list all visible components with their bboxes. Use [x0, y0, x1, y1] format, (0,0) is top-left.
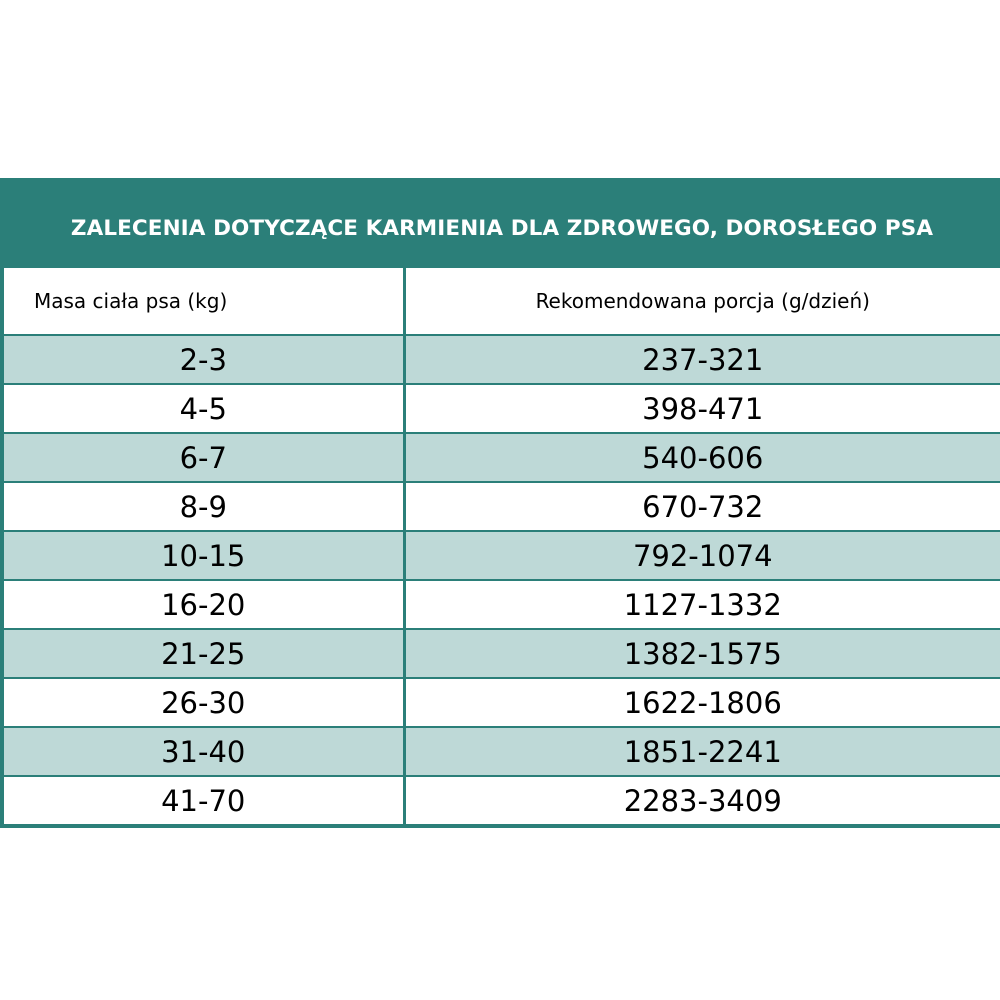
weight-cell: 8-9: [2, 482, 404, 531]
portion-cell: 792-1074: [404, 531, 1000, 580]
table-row: [2, 727, 1000, 776]
portion-cell: 2283-3409: [404, 776, 1000, 826]
portion-cell: 398-471: [404, 384, 1000, 433]
weight-cell: 10-15: [2, 531, 404, 580]
table-row: [2, 433, 1000, 482]
table-row: [2, 580, 1000, 629]
weight-cell: 26-30: [2, 678, 404, 727]
table-row: [2, 384, 1000, 433]
weight-cell: 31-40: [2, 727, 404, 776]
portion-cell: 1127-1332: [404, 580, 1000, 629]
weight-cell: 6-7: [2, 433, 404, 482]
weight-cell: 2-3: [2, 335, 404, 384]
column-header-weight: Masa ciała psa (kg): [2, 268, 404, 335]
portion-cell: 670-732: [404, 482, 1000, 531]
table-row: [2, 482, 1000, 531]
table-row: [2, 335, 1000, 384]
portion-cell: 540-606: [404, 433, 1000, 482]
table-row: [2, 531, 1000, 580]
feeding-table: [0, 178, 1000, 828]
table-row: [2, 629, 1000, 678]
portion-cell: 237-321: [404, 335, 1000, 384]
weight-cell: 16-20: [2, 580, 404, 629]
table-row: [2, 678, 1000, 727]
portion-cell: 1851-2241: [404, 727, 1000, 776]
header-row: [2, 268, 1000, 335]
column-header-portion: Rekomendowana porcja (g/dzień): [404, 268, 1000, 335]
portion-cell: 1382-1575: [404, 629, 1000, 678]
table-title: ZALECENIA DOTYCZĄCE KARMIENIA DLA ZDROWEGO, DOROSŁEGO PSA: [2, 180, 1000, 268]
weight-cell: 41-70: [2, 776, 404, 826]
portion-cell: 1622-1806: [404, 678, 1000, 727]
weight-cell: 21-25: [2, 629, 404, 678]
title-row: [2, 180, 1000, 268]
weight-cell: 4-5: [2, 384, 404, 433]
table-row: [2, 776, 1000, 826]
